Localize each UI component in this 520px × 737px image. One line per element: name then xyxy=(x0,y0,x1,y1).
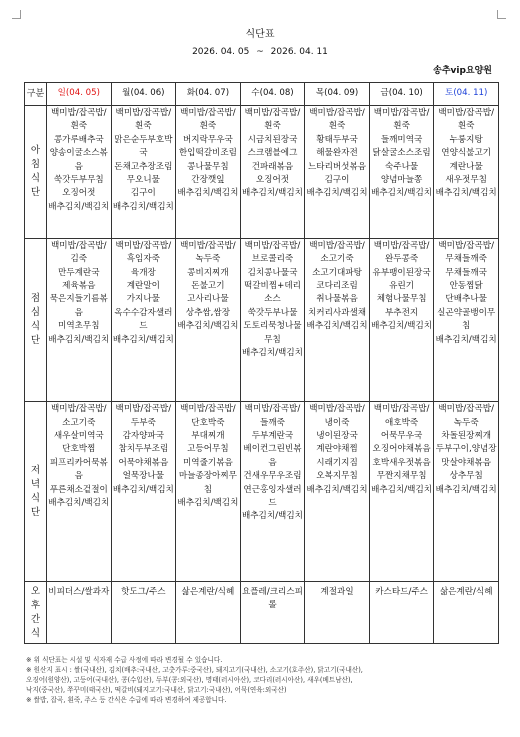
meal-label-char: 오 xyxy=(30,585,41,597)
meal-label-breakfast xyxy=(25,106,47,239)
menu-item: 두부구이,양념장 xyxy=(435,444,497,455)
menu-item: 배추김치/백김치 xyxy=(371,484,433,495)
meal-label-char: 식 xyxy=(30,172,41,184)
menu-item: 백미밥/잡곡밥/ xyxy=(438,240,494,251)
meal-label-char: 후 xyxy=(30,599,41,611)
menu-item: 흰죽 xyxy=(70,121,88,132)
menu-item: 어묵무우국 xyxy=(380,431,423,442)
menu-item: 건파래볶음 xyxy=(251,161,294,172)
menu-cell-snack-tue xyxy=(176,582,241,644)
menu-cell-breakfast-sat xyxy=(434,106,499,239)
menu-cell-dinner-tue xyxy=(176,402,241,582)
facility-name: 송추vip요양원 xyxy=(433,66,492,76)
meal-row-breakfast xyxy=(25,106,499,239)
menu-cell-snack-sat xyxy=(434,582,499,644)
menu-item: 카스타드/주스 xyxy=(375,587,428,598)
menu-item: 백미밥/잡곡밥/ xyxy=(309,108,365,118)
menu-item: 한입떡갈비조림 xyxy=(178,148,237,159)
menu-cell-lunch-wed xyxy=(240,238,305,402)
header-category: 구분 xyxy=(25,83,47,106)
menu-item: 마늘종장아찌무침 xyxy=(178,471,237,495)
menu-item: 숙주나물 xyxy=(384,161,419,172)
menu-item: 유린기 xyxy=(389,280,415,291)
menu-item: 무채들깨국 xyxy=(445,267,487,278)
menu-item: 쑥갓두부나물 xyxy=(247,307,298,318)
menu-item: 들깨미역국 xyxy=(380,134,423,145)
meal-label-dinner xyxy=(25,402,47,582)
menu-item: 체험나물무침 xyxy=(376,294,427,305)
menu-item: 핫도그/주스 xyxy=(121,587,166,598)
menu-item: 상추쌈,쌈장 xyxy=(185,307,231,318)
header-day-tue: 화(04. 07) xyxy=(176,83,241,106)
menu-item: 묵은지들기름볶음 xyxy=(49,294,108,318)
meal-row-snack xyxy=(25,582,499,644)
date-range xyxy=(0,47,520,57)
menu-cell-lunch-tue xyxy=(176,238,241,402)
menu-item: 배추김치/백김치 xyxy=(371,188,433,199)
menu-cell-dinner-mon xyxy=(111,402,176,582)
meal-label-char: 점 xyxy=(30,292,41,304)
menu-item: 새우살미역국 xyxy=(53,431,104,442)
date-separator: ~ xyxy=(256,47,264,57)
menu-item: 시래기지짐 xyxy=(316,457,358,468)
menu-item: 배추김치/백김치 xyxy=(241,511,303,522)
menu-item: 고사리나물 xyxy=(187,294,229,305)
menu-item: 미역줄기볶음 xyxy=(183,457,233,468)
menu-item: 감자양파국 xyxy=(122,431,165,442)
menu-item: 미역초무침 xyxy=(58,321,100,332)
menu-item: 비피더스/쌀과자 xyxy=(48,587,110,598)
menu-item: 냉이죽 xyxy=(324,417,350,428)
menu-item: 얼묵장나물 xyxy=(122,471,165,482)
menu-item: 요플레/크리스피롤 xyxy=(241,587,303,611)
menu-item: 고등어무침 xyxy=(187,444,229,455)
menu-item: 브로콜리죽 xyxy=(251,254,294,265)
menu-item: 스크램블에그 xyxy=(247,148,298,159)
menu-item: 시금치된장국 xyxy=(247,134,298,145)
meal-label-char: 식 xyxy=(30,492,41,504)
menu-item: 닭살굴소스조림 xyxy=(372,148,431,159)
menu-item: 삶은계란/식혜 xyxy=(439,587,493,598)
menu-cell-snack-thu xyxy=(305,582,370,644)
menu-item: 배추김치/백김치 xyxy=(112,334,174,345)
menu-item: 단호박죽 xyxy=(191,417,225,428)
menu-cell-snack-sun xyxy=(47,582,112,644)
menu-item: 김죽 xyxy=(70,254,88,265)
meal-label-snack xyxy=(25,582,47,644)
document-title: 식단표 xyxy=(245,29,275,40)
menu-item: 콩가루배추국 xyxy=(53,134,104,145)
meal-label-char: 식 xyxy=(30,320,41,332)
menu-cell-breakfast-fri xyxy=(369,106,434,239)
meal-row-lunch xyxy=(25,238,499,402)
menu-item: 단배추나물 xyxy=(445,294,487,305)
header-day-thu: 목(04. 09) xyxy=(305,83,370,106)
menu-item: 치커리사과샐채 xyxy=(307,307,367,318)
meal-row-dinner xyxy=(25,402,499,582)
menu-item: 계란나물 xyxy=(449,161,483,172)
menu-item: 백미밥/잡곡밥/ xyxy=(373,108,430,118)
meal-label-char: 저 xyxy=(30,464,41,476)
date-start: 2026. 04. 05 xyxy=(192,47,250,57)
menu-item: 배추김치/백김치 xyxy=(435,334,497,345)
menu-item: 간장깻잎 xyxy=(191,175,225,186)
menu-item: 어묵야채볶음 xyxy=(118,457,169,468)
menu-cell-dinner-sun xyxy=(47,402,112,582)
menu-item: 백미밥/잡곡밥/ xyxy=(244,108,301,118)
menu-item: 배추김치/백김치 xyxy=(371,321,433,332)
menu-item: 실곤약골뱅이무침 xyxy=(437,307,496,332)
menu-cell-breakfast-tue xyxy=(176,106,241,239)
menu-item: 애호박죽 xyxy=(384,417,419,428)
meal-label-char: 단 xyxy=(30,186,41,198)
menu-item: 흑임자죽 xyxy=(126,254,160,265)
menu-item: 배추김치/백김치 xyxy=(306,484,368,495)
header-row xyxy=(25,83,499,106)
menu-item: 백미밥/잡곡밥/ xyxy=(180,404,236,415)
menu-item: 소고기죽 xyxy=(320,254,354,265)
menu-item: 소고기대파탕 xyxy=(312,267,362,278)
menu-item: 두부계란국 xyxy=(251,431,294,442)
menu-item: 배추김치/백김치 xyxy=(112,201,174,212)
footnote-line: ※ 쌀밥, 잡곡, 흰죽, 주스 등 간식은 수급에 따라 변경하여 제공합니다. xyxy=(26,696,227,704)
menu-item: 오징어젓 xyxy=(255,175,290,186)
menu-item: 김구이 xyxy=(130,188,156,199)
menu-item: 오징어젓 xyxy=(62,188,96,199)
date-end: 2026. 04. 11 xyxy=(270,47,328,57)
menu-item: 콩비지찌개 xyxy=(187,267,229,278)
menu-item: 백미밥/잡곡밥/ xyxy=(50,404,107,415)
menu-cell-lunch-sun xyxy=(47,238,112,402)
menu-item: 들깨죽 xyxy=(260,417,285,428)
meal-label-char: 단 xyxy=(30,506,41,518)
meal-label-char: 단 xyxy=(30,334,41,346)
menu-item: 호박새우젓볶음 xyxy=(372,457,431,468)
footnote-line: 오징어(원양산), 고등어(국내산), 콩(수입산), 두부(콩:외국산), 명태(러시아산), 코다리(러시아산), 새우(베트남산), xyxy=(26,676,353,684)
menu-item: 오징어야채볶음 xyxy=(372,444,431,455)
menu-item: 백미밥/잡곡밥/ xyxy=(115,240,172,251)
menu-item: 단호박찜 xyxy=(62,444,96,455)
menu-item: 삶은계란/식혜 xyxy=(181,587,235,598)
menu-item: 두부죽 xyxy=(130,417,156,428)
menu-cell-lunch-mon xyxy=(111,238,176,402)
menu-item: 콩나물무침 xyxy=(187,161,229,172)
menu-item: 배추김치/백김치 xyxy=(435,188,497,199)
menu-item: 계란야채찜 xyxy=(316,444,358,455)
menu-item: 상추무침 xyxy=(449,471,483,482)
menu-item: 오복지무침 xyxy=(316,471,358,482)
menu-item: 취나물볶음 xyxy=(316,294,358,305)
menu-item: 양념마늘쫑 xyxy=(380,175,423,186)
menu-item: 계란말이 xyxy=(126,280,160,291)
header-day-fri: 금(04. 10) xyxy=(369,83,434,106)
menu-item: 연양식불고기 xyxy=(441,148,492,159)
footnote-line: ※ 원산지 표시 : 쌀(국내산), 김치(배추:국내산, 고춧가루:중국산), 돼지고기(국내산), 소고기(호주산), 닭고기(국내산), xyxy=(26,666,363,674)
menu-item: 참치두부조림 xyxy=(118,444,169,455)
menu-item: 계절과일 xyxy=(320,587,354,598)
menu-item: 배추김치/백김치 xyxy=(177,321,239,332)
menu-item: 푸른채소겉절이 xyxy=(49,484,108,495)
menu-item: 도토리묵청나물무침 xyxy=(243,321,302,345)
menu-item: 백미밥/잡곡밥/ xyxy=(309,404,365,415)
menu-item: 만두계란국 xyxy=(58,267,100,278)
menu-cell-snack-wed xyxy=(240,582,305,644)
page-corner-mark-left xyxy=(12,10,21,19)
footnote-line: 낙지(중국산), 쭈꾸미(태국산), 떡갈비(돼지고기:국내산, 닭고기:국내산), 어묵(연육:외국산) xyxy=(26,686,287,694)
menu-item: 맛살야채볶음 xyxy=(441,457,492,468)
menu-item: 새우젓무침 xyxy=(445,175,487,186)
menu-item: 녹두죽 xyxy=(195,254,221,265)
menu-item: 김치콩나물국 xyxy=(247,267,298,278)
menu-item: 연근홍잉자샐러드 xyxy=(243,484,302,509)
footnote-line: ※ 위 식단표는 시설 및 식자재 수급 사정에 따라 변경될 수 있습니다. xyxy=(26,656,223,664)
menu-item: 피프리카어묵볶음 xyxy=(49,457,108,482)
menu-item: 제육볶음 xyxy=(62,280,96,291)
menu-item: 무짠지채무침 xyxy=(376,471,427,482)
menu-item: 백미밥/잡곡밥/ xyxy=(309,240,365,251)
menu-item: 쑥갓두부무침 xyxy=(53,175,104,186)
meal-label-char: 아 xyxy=(30,144,41,156)
menu-item: 백미밥/잡곡밥/ xyxy=(50,108,107,118)
menu-cell-lunch-thu xyxy=(305,238,370,402)
meal-label-lunch xyxy=(25,238,47,402)
menu-item: 배추김치/백김치 xyxy=(48,498,110,509)
menu-item: 배추김치/백김치 xyxy=(435,484,497,495)
menu-cell-snack-mon xyxy=(111,582,176,644)
menu-item: 느타리버섯볶음 xyxy=(307,161,367,172)
menu-item: 백미밥/잡곡밥/ xyxy=(438,404,494,415)
menu-item: 양송이굴소스볶음 xyxy=(49,148,108,172)
menu-item: 백미밥/잡곡밥/ xyxy=(115,404,172,415)
menu-item: 가지나물 xyxy=(126,294,160,305)
menu-item: 해물완자전 xyxy=(316,148,358,159)
menu-item: 백미밥/잡곡밥/ xyxy=(180,240,236,251)
menu-item: 맑은순두부호박국 xyxy=(114,134,173,159)
menu-cell-lunch-fri xyxy=(369,238,434,402)
menu-cell-snack-fri xyxy=(369,582,434,644)
header-day-mon: 월(04. 06) xyxy=(111,83,176,106)
menu-item: 흰죽 xyxy=(393,121,410,132)
menu-item: 돈채고추장조림 xyxy=(114,161,173,172)
menu-item: 흰죽 xyxy=(457,121,475,132)
menu-cell-breakfast-mon xyxy=(111,106,176,239)
menu-item: 완두콩죽 xyxy=(384,254,419,265)
meal-label-char: 녁 xyxy=(30,478,41,490)
menu-item: 버지락무우국 xyxy=(183,134,233,145)
menu-item: 무오니물 xyxy=(126,175,160,186)
menu-item: 흰죽 xyxy=(199,121,217,132)
menu-item: 백미밥/잡곡밥/ xyxy=(244,404,301,415)
menu-cell-breakfast-thu xyxy=(305,106,370,239)
menu-item: 배추김치/백김치 xyxy=(48,334,110,345)
menu-item: 배추김치/백김치 xyxy=(48,201,110,212)
menu-item: 유부팽이된장국 xyxy=(372,267,431,278)
menu-cell-lunch-sat xyxy=(434,238,499,402)
menu-item: 황태두부국 xyxy=(316,134,358,145)
header-day-wed: 수(04. 08) xyxy=(240,83,305,106)
menu-item: 백미밥/잡곡밥/ xyxy=(244,240,301,251)
menu-item: 떡갈비찜+데리소스 xyxy=(243,280,301,305)
menu-item: 김구이 xyxy=(324,175,350,186)
menu-item: 누룽지탕 xyxy=(449,134,483,145)
menu-item: 배추김치/백김치 xyxy=(241,347,303,358)
menu-item: 무채들깨죽 xyxy=(445,254,487,265)
menu-item: 흰죽 xyxy=(135,121,152,132)
meal-label-char: 침 xyxy=(30,158,41,170)
menu-item: 녹두죽 xyxy=(453,417,479,428)
menu-item: 흰죽 xyxy=(328,121,346,132)
menu-cell-breakfast-wed xyxy=(240,106,305,239)
menu-item: 부대찌개 xyxy=(191,431,225,442)
menu-item: 배추김치/백김치 xyxy=(112,484,174,495)
menu-item: 부추전지 xyxy=(384,307,419,318)
menu-cell-dinner-fri xyxy=(369,402,434,582)
menu-cell-breakfast-sun xyxy=(47,106,112,239)
menu-item: 백미밥/잡곡밥/ xyxy=(373,240,430,251)
menu-item: 코다리조림 xyxy=(316,280,358,291)
menu-item: 안동찜닭 xyxy=(449,280,483,291)
menu-item: 베이컨그린빈볶음 xyxy=(243,444,302,468)
menu-item: 백미밥/잡곡밥/ xyxy=(180,108,236,118)
menu-item: 건새우무우조림 xyxy=(243,471,302,482)
menu-item: 배추김치/백김치 xyxy=(241,188,303,199)
menu-item: 차돌된장찌개 xyxy=(441,431,492,442)
menu-cell-dinner-sat xyxy=(434,402,499,582)
menu-item: 백미밥/잡곡밥/ xyxy=(438,108,494,118)
menu-item: 배추김치/백김치 xyxy=(177,498,239,509)
header-day-sun: 일(04. 05) xyxy=(47,83,112,106)
page-corner-mark-right xyxy=(497,10,506,19)
menu-cell-dinner-thu xyxy=(305,402,370,582)
meal-label-char: 식 xyxy=(30,627,41,639)
menu-item: 백미밥/잡곡밥/ xyxy=(50,240,107,251)
footnotes xyxy=(26,655,501,705)
menu-item: 백미밥/잡곡밥/ xyxy=(115,108,172,118)
menu-item: 냉이된장국 xyxy=(316,431,358,442)
menu-item: 옥수수감자샐러드 xyxy=(114,307,173,332)
header-day-sat: 토(04. 11) xyxy=(434,83,499,106)
menu-item: 배추김치/백김치 xyxy=(177,188,239,199)
menu-cell-dinner-wed xyxy=(240,402,305,582)
menu-item: 소고기죽 xyxy=(62,417,96,428)
menu-item: 백미밥/잡곡밥/ xyxy=(373,404,430,415)
weekly-menu-table xyxy=(24,82,499,644)
meal-label-char: 간 xyxy=(30,613,41,625)
menu-item: 육개장 xyxy=(130,267,156,278)
menu-item: 배추김치/백김치 xyxy=(306,188,368,199)
meal-label-char: 심 xyxy=(30,306,41,318)
menu-item: 돈불고기 xyxy=(191,280,225,291)
menu-item: 배추김치/백김치 xyxy=(306,321,368,332)
menu-item: 흰죽 xyxy=(264,121,281,132)
